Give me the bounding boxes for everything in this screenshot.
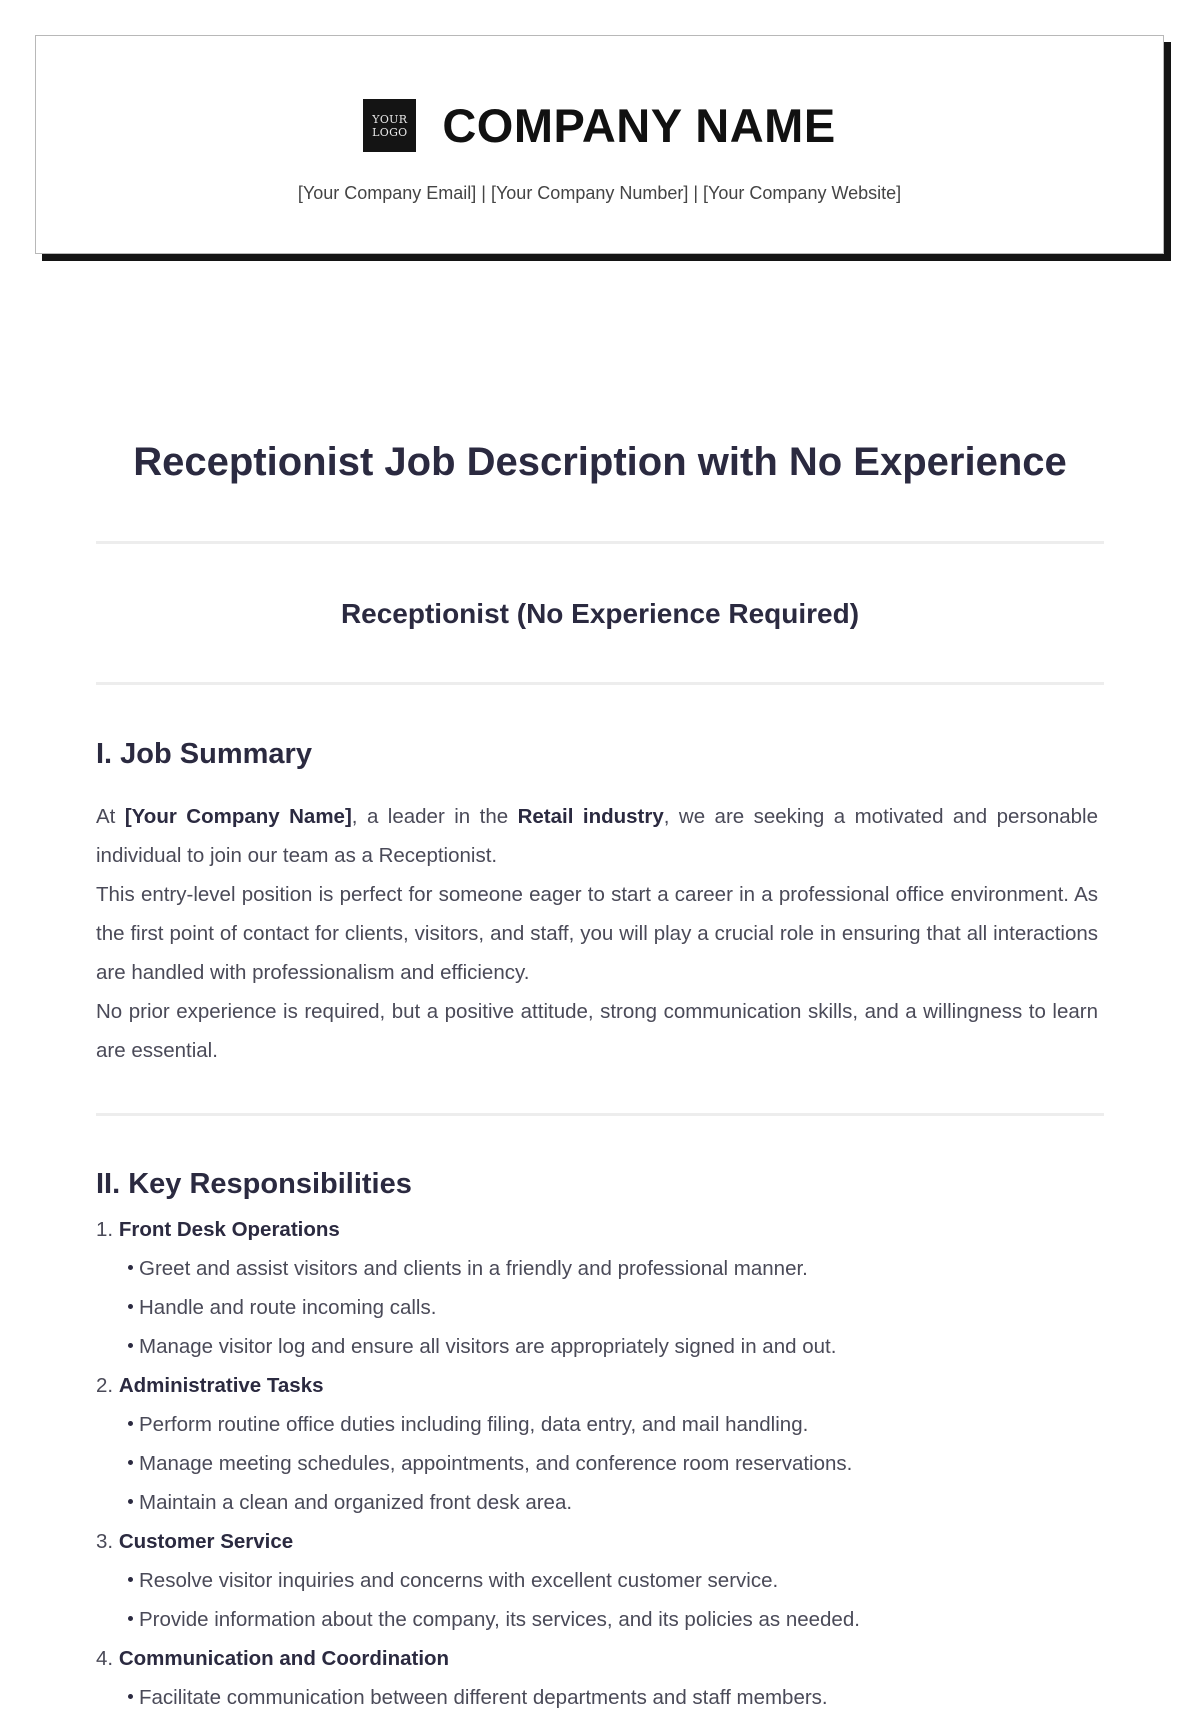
logo-line-1: YOUR xyxy=(372,112,408,126)
list-item-text: Handle and route incoming calls. xyxy=(139,1296,437,1319)
list-item xyxy=(96,1288,1096,1327)
bullet-icon xyxy=(128,1421,133,1426)
list-item xyxy=(96,1327,1096,1366)
company-header xyxy=(35,35,1164,254)
list-item-text: Maintain a clean and organized front desk area. xyxy=(139,1491,573,1514)
list-item-text: Resolve visitor inquiries and concerns with excellent customer service. xyxy=(139,1569,779,1592)
list-item xyxy=(96,1444,1096,1483)
section-heading-responsibilities: II. Key Responsibilities xyxy=(96,1168,412,1200)
list-item xyxy=(96,1561,1096,1600)
list-item xyxy=(96,1405,1096,1444)
list-item xyxy=(96,1483,1096,1522)
responsibility-group xyxy=(96,1210,1096,1366)
responsibility-group xyxy=(96,1366,1096,1522)
list-number: 4. xyxy=(96,1647,114,1670)
job-summary-body xyxy=(96,797,1098,1070)
company-name: COMPANY NAME xyxy=(442,99,836,152)
bullet-icon xyxy=(128,1499,133,1504)
responsibility-group xyxy=(96,1639,1096,1717)
section-heading-job-summary: I. Job Summary xyxy=(96,738,312,770)
list-item-text: Facilitate communication between different departments and staff members. xyxy=(139,1686,828,1709)
bullet-icon xyxy=(128,1304,133,1309)
list-number: 2. xyxy=(96,1374,114,1397)
list-number: 1. xyxy=(96,1218,114,1241)
summary-paragraph-1 xyxy=(96,797,1098,875)
summary-paragraph-3: No prior experience is required, but a positive attitude, strong communication skills, and a willingness to learn are essential. xyxy=(96,1000,1098,1062)
bullet-icon xyxy=(128,1694,133,1699)
company-logo xyxy=(363,99,416,152)
company-contact-line: [Your Company Email] | [Your Company Number] | [Your Company Website] xyxy=(297,183,902,203)
logo-line-2: LOGO xyxy=(372,125,408,139)
company-name-placeholder: [Your Company Name] xyxy=(124,805,352,828)
responsibility-title xyxy=(96,1639,1096,1678)
list-item-text: Greet and assist visitors and clients in a friendly and professional manner. xyxy=(139,1257,808,1280)
text: At xyxy=(96,805,125,828)
document-title: Receptionist Job Description with No Experience xyxy=(133,440,1067,484)
bullet-icon xyxy=(128,1265,133,1270)
divider xyxy=(96,541,1104,544)
group-title: Administrative Tasks xyxy=(118,1374,324,1397)
document-subtitle: Receptionist (No Experience Required) xyxy=(340,598,860,629)
summary-paragraph-2: This entry-level position is perfect for someone eager to start a career in a professional office environment. As the first point of contact for clients, visitors, and staff, you will play a crucial role in ensuring that all interactions are handled with professionalism and efficiency. xyxy=(96,883,1098,984)
list-item xyxy=(96,1600,1096,1639)
industry-name: Retail industry xyxy=(517,805,664,828)
divider xyxy=(96,682,1104,685)
bullet-icon xyxy=(128,1343,133,1348)
bullet-icon xyxy=(128,1577,133,1582)
responsibility-title xyxy=(96,1522,1096,1561)
bullet-icon xyxy=(128,1616,133,1621)
group-title: Communication and Coordination xyxy=(118,1647,450,1670)
text: , a leader in the xyxy=(351,805,518,828)
group-title: Customer Service xyxy=(118,1530,294,1553)
responsibility-title xyxy=(96,1210,1096,1249)
list-item-text: Provide information about the company, its services, and its policies as needed. xyxy=(139,1608,860,1631)
list-number: 3. xyxy=(96,1530,114,1553)
responsibilities-list xyxy=(96,1210,1096,1717)
bullet-icon xyxy=(128,1460,133,1465)
list-item xyxy=(96,1249,1096,1288)
text: , we are seeking a motivated and personable individual to join our team as a Receptionist. xyxy=(96,805,1099,867)
brand-row xyxy=(36,98,1163,153)
responsibility-title xyxy=(96,1366,1096,1405)
list-item-text: Perform routine office duties including filing, data entry, and mail handling. xyxy=(139,1413,809,1436)
group-title: Front Desk Operations xyxy=(118,1218,340,1241)
list-item-text: Manage meeting schedules, appointments, and conference room reservations. xyxy=(139,1452,853,1475)
list-item-text: Manage visitor log and ensure all visitors are appropriately signed in and out. xyxy=(139,1335,837,1358)
responsibility-group xyxy=(96,1522,1096,1639)
list-item xyxy=(96,1678,1096,1717)
divider xyxy=(96,1113,1104,1116)
